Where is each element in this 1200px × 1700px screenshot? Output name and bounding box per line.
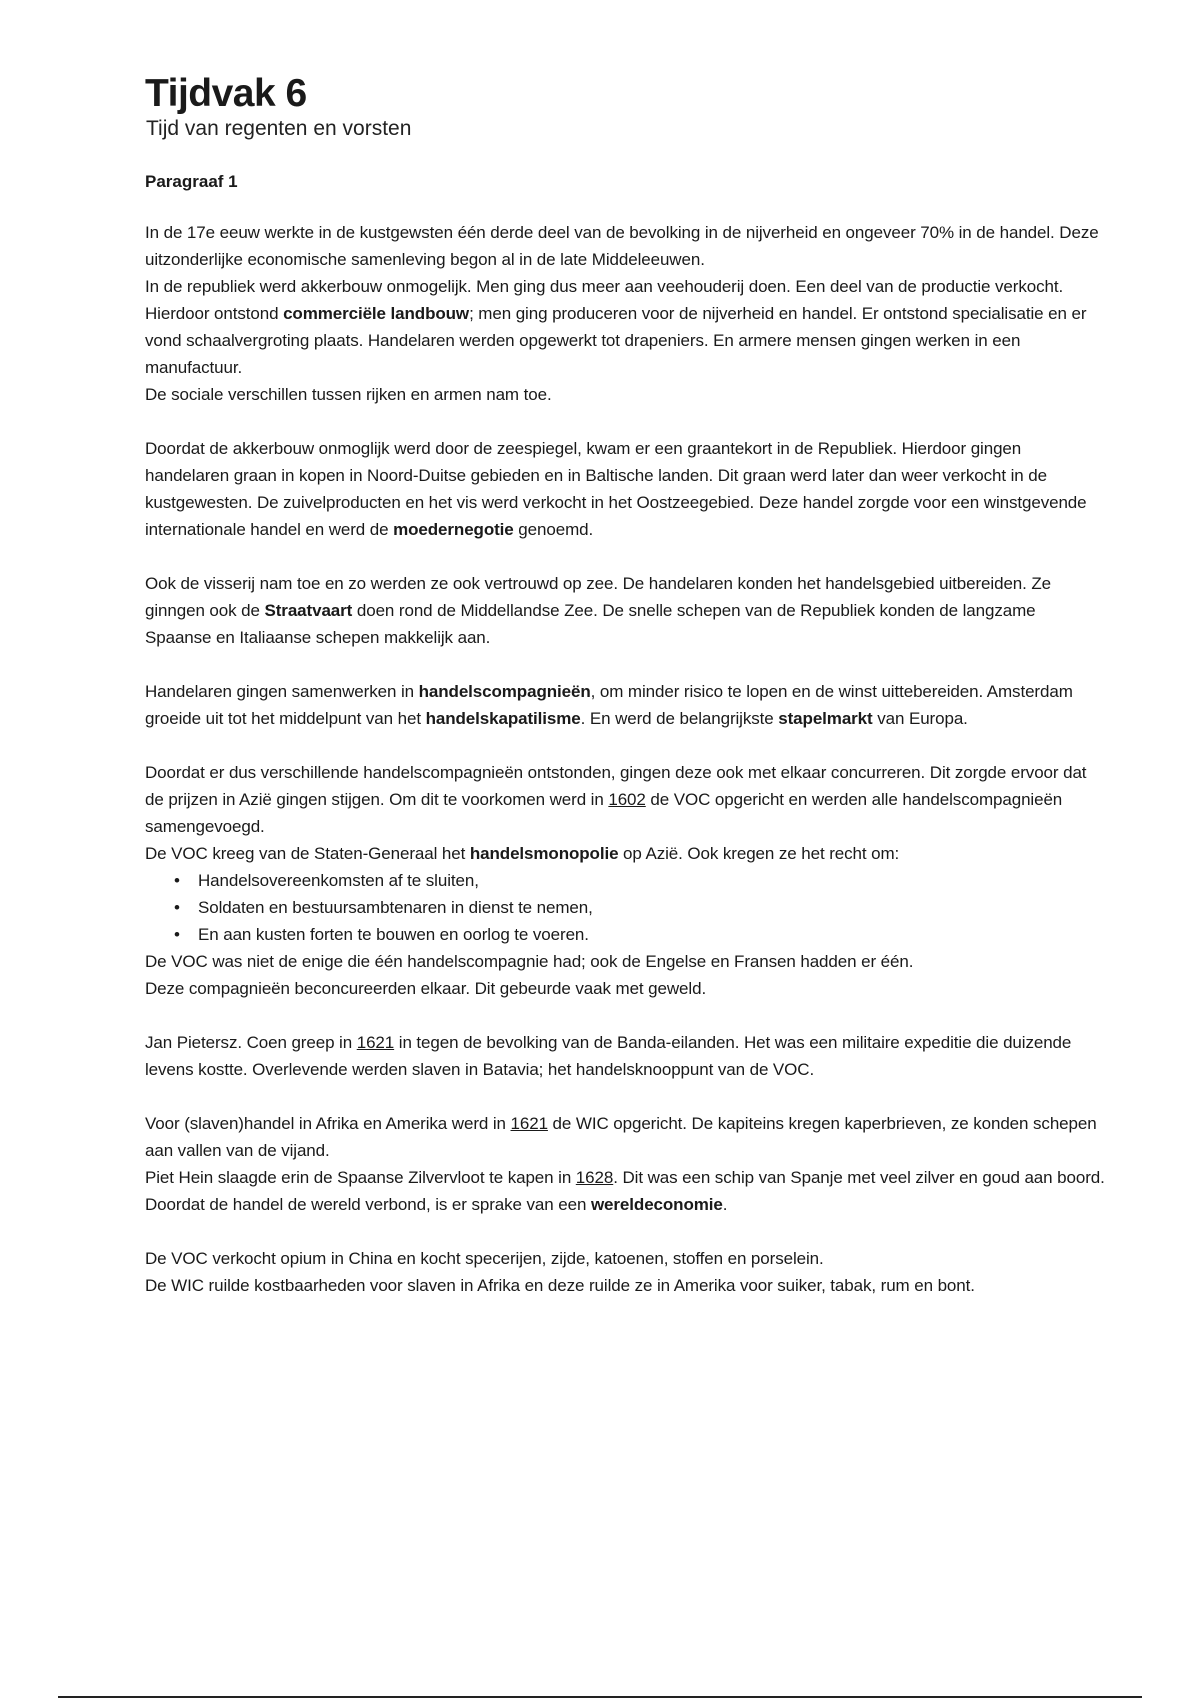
text-span: , om minder risico te lopen en de winst uittebereiden. Amsterdam groeide uit tot het middelpunt van het xyxy=(145,682,1073,728)
paragraph-economy xyxy=(145,219,1105,408)
text-line xyxy=(145,975,1105,1002)
text-span: genoemd. xyxy=(513,520,594,539)
text-span: In de 17e eeuw werkte in de kustgewsten één derde deel van de bevolking in de nijverheid en ongeveer 70% in de handel. Deze uitzonderlijke economische samenleving begon al in de late Middeleeuwen. xyxy=(145,223,1099,269)
footer-divider xyxy=(58,1696,1142,1698)
term-handelskapitalisme: handelskapatilisme xyxy=(425,709,581,728)
term-handelscompagnieen: handelscompagnieën xyxy=(418,682,591,701)
text-line xyxy=(145,1245,1105,1272)
text-span: Jan Pietersz. Coen greep in xyxy=(145,1033,357,1052)
text-line xyxy=(145,840,1105,867)
text-span: doen rond de Middellandse Zee. De snelle schepen van de Republiek konden de langzame Spaanse en Italiaanse schepen makkelijk aan. xyxy=(145,601,1036,647)
term-moedernegotie: moedernegotie xyxy=(393,520,514,539)
text-line xyxy=(145,570,1105,651)
paragraph-voc xyxy=(145,759,1105,1002)
year-1621: 1621 xyxy=(356,1033,395,1052)
text-line xyxy=(145,1110,1105,1164)
text-line xyxy=(145,678,1105,732)
text-span: Piet Hein slaagde erin de Spaanse Zilvervloot te kapen in xyxy=(145,1168,576,1187)
text-span: Doordat de handel de wereld verbond, is er sprake van een xyxy=(145,1195,591,1214)
term-stapelmarkt: stapelmarkt xyxy=(778,709,873,728)
document-page xyxy=(145,72,1105,1299)
term-wereldeconomie: wereldeconomie xyxy=(590,1195,723,1214)
term-handelsmonopolie: handelsmonopolie xyxy=(469,844,619,863)
year-1628: 1628 xyxy=(575,1168,614,1187)
text-line xyxy=(145,1164,1105,1191)
term-commerciele-landbouw: commerciële landbouw xyxy=(283,304,470,323)
paragraph-wic xyxy=(145,1110,1105,1218)
text-span: De VOC kreeg van de Staten-Generaal het xyxy=(145,844,470,863)
text-span: . xyxy=(722,1195,728,1214)
text-span: De VOC was niet de enige die één handelscompagnie had; ook de Engelse en Fransen hadden er één. xyxy=(145,952,914,971)
text-span: Ook de visserij nam toe en zo werden ze ook vertrouwd op zee. De handelaren konden het handelsgebied uitbereiden. Ze ginngen ook de xyxy=(145,574,1052,620)
paragraph-moedernegotie xyxy=(145,435,1105,543)
term-straatvaart: Straatvaart xyxy=(264,601,353,620)
text-span: De WIC ruilde kostbaarheden voor slaven in Afrika en deze ruilde ze in Amerika voor suiker, tabak, rum en bont. xyxy=(145,1276,975,1295)
text-span: Deze compagnieën beconcureerden elkaar. Dit gebeurde vaak met geweld. xyxy=(145,979,707,998)
text-span: de WIC opgericht. De kapiteins kregen kaperbrieven, ze konden schepen aan vallen van de vijand. xyxy=(145,1114,1097,1160)
year-1621: 1621 xyxy=(510,1114,548,1133)
text-span: Voor (slaven)handel in Afrika en Amerika werd in xyxy=(145,1114,511,1133)
page-title: Tijdvak 6 xyxy=(145,72,307,115)
list-item: • En aan kusten forten te bouwen en oorlog te voeren. xyxy=(198,921,1105,948)
text-line xyxy=(145,435,1105,543)
text-span: op Azië. Ook kregen ze het recht om: xyxy=(618,844,900,863)
text-span: van Europa. xyxy=(872,709,968,728)
text-line xyxy=(145,219,1105,273)
paragraph-straatvaart xyxy=(145,570,1105,651)
text-line xyxy=(145,948,1105,975)
paragraph-handelscompagnieen xyxy=(145,678,1105,732)
voc-rights-list xyxy=(145,867,1105,948)
section-heading: Paragraaf 1 xyxy=(145,172,238,191)
text-span: In de republiek werd akkerbouw onmogelijk. Men ging dus meer aan veehouderij doen. Een deel van de productie verkocht. Hierdoor ontstond xyxy=(145,277,1064,323)
page-subtitle: Tijd van regenten en vorsten xyxy=(146,117,412,140)
text-span: . En werd de belangrijkste xyxy=(580,709,779,728)
text-span: Handelaren gingen samenwerken in xyxy=(145,682,419,701)
paragraph-trade-goods xyxy=(145,1245,1105,1299)
text-line xyxy=(145,273,1105,381)
text-span: Doordat de akkerbouw onmoglijk werd door de zeespiegel, kwam er een graantekort in de Republiek. Hierdoor gingen handelaren graan in kopen in Noord-Duitse gebieden en in Baltische landen. Dit graan werd later dan weer verkocht in de kustgewesten. De zuivelproducten en het vis werd verkocht in het Oostzeegebied. Deze handel zorgde voor een winstgevende internationale handel en werd de xyxy=(145,439,1087,539)
text-line xyxy=(145,759,1105,840)
year-1602: 1602 xyxy=(608,790,646,809)
text-span: Doordat er dus verschillende handelscompagnieën ontstonden, gingen deze ook met elkaar concurreren. Dit zorgde ervoor dat de prijzen in Azië gingen stijgen. Om dit te voorkomen werd in xyxy=(145,763,1087,809)
text-span: De VOC verkocht opium in China en kocht specerijen, zijde, katoenen, stoffen en porselein. xyxy=(145,1249,824,1268)
text-span: . Dit was een schip van Spanje met veel zilver en goud aan boord. xyxy=(613,1168,1105,1187)
text-line xyxy=(145,1191,1105,1218)
text-span: in tegen de bevolking van de Banda-eilanden. Het was een militaire expeditie die duizende levens kostte. Overlevende werden slaven in Batavia; het handelsknooppunt van de VOC. xyxy=(145,1033,1072,1079)
text-line xyxy=(145,381,1105,408)
paragraph-coen xyxy=(145,1029,1105,1083)
text-line xyxy=(145,1272,1105,1299)
list-item: • Soldaten en bestuursambtenaren in dienst te nemen, xyxy=(198,894,1105,921)
text-span: De sociale verschillen tussen rijken en armen nam toe. xyxy=(145,385,552,404)
list-item: • Handelsovereenkomsten af te sluiten, xyxy=(198,867,1105,894)
text-span: de VOC opgericht en werden alle handelscompagnieën samengevoegd. xyxy=(145,790,1063,836)
text-span: ; men ging produceren voor de nijverheid en handel. Er ontstond specialisatie en er vond schaalvergroting plaats. Handelaren werden opgewerkt tot drapeniers. En armere mensen gingen werken in een manufactuur. xyxy=(145,304,1087,377)
text-line xyxy=(145,1029,1105,1083)
